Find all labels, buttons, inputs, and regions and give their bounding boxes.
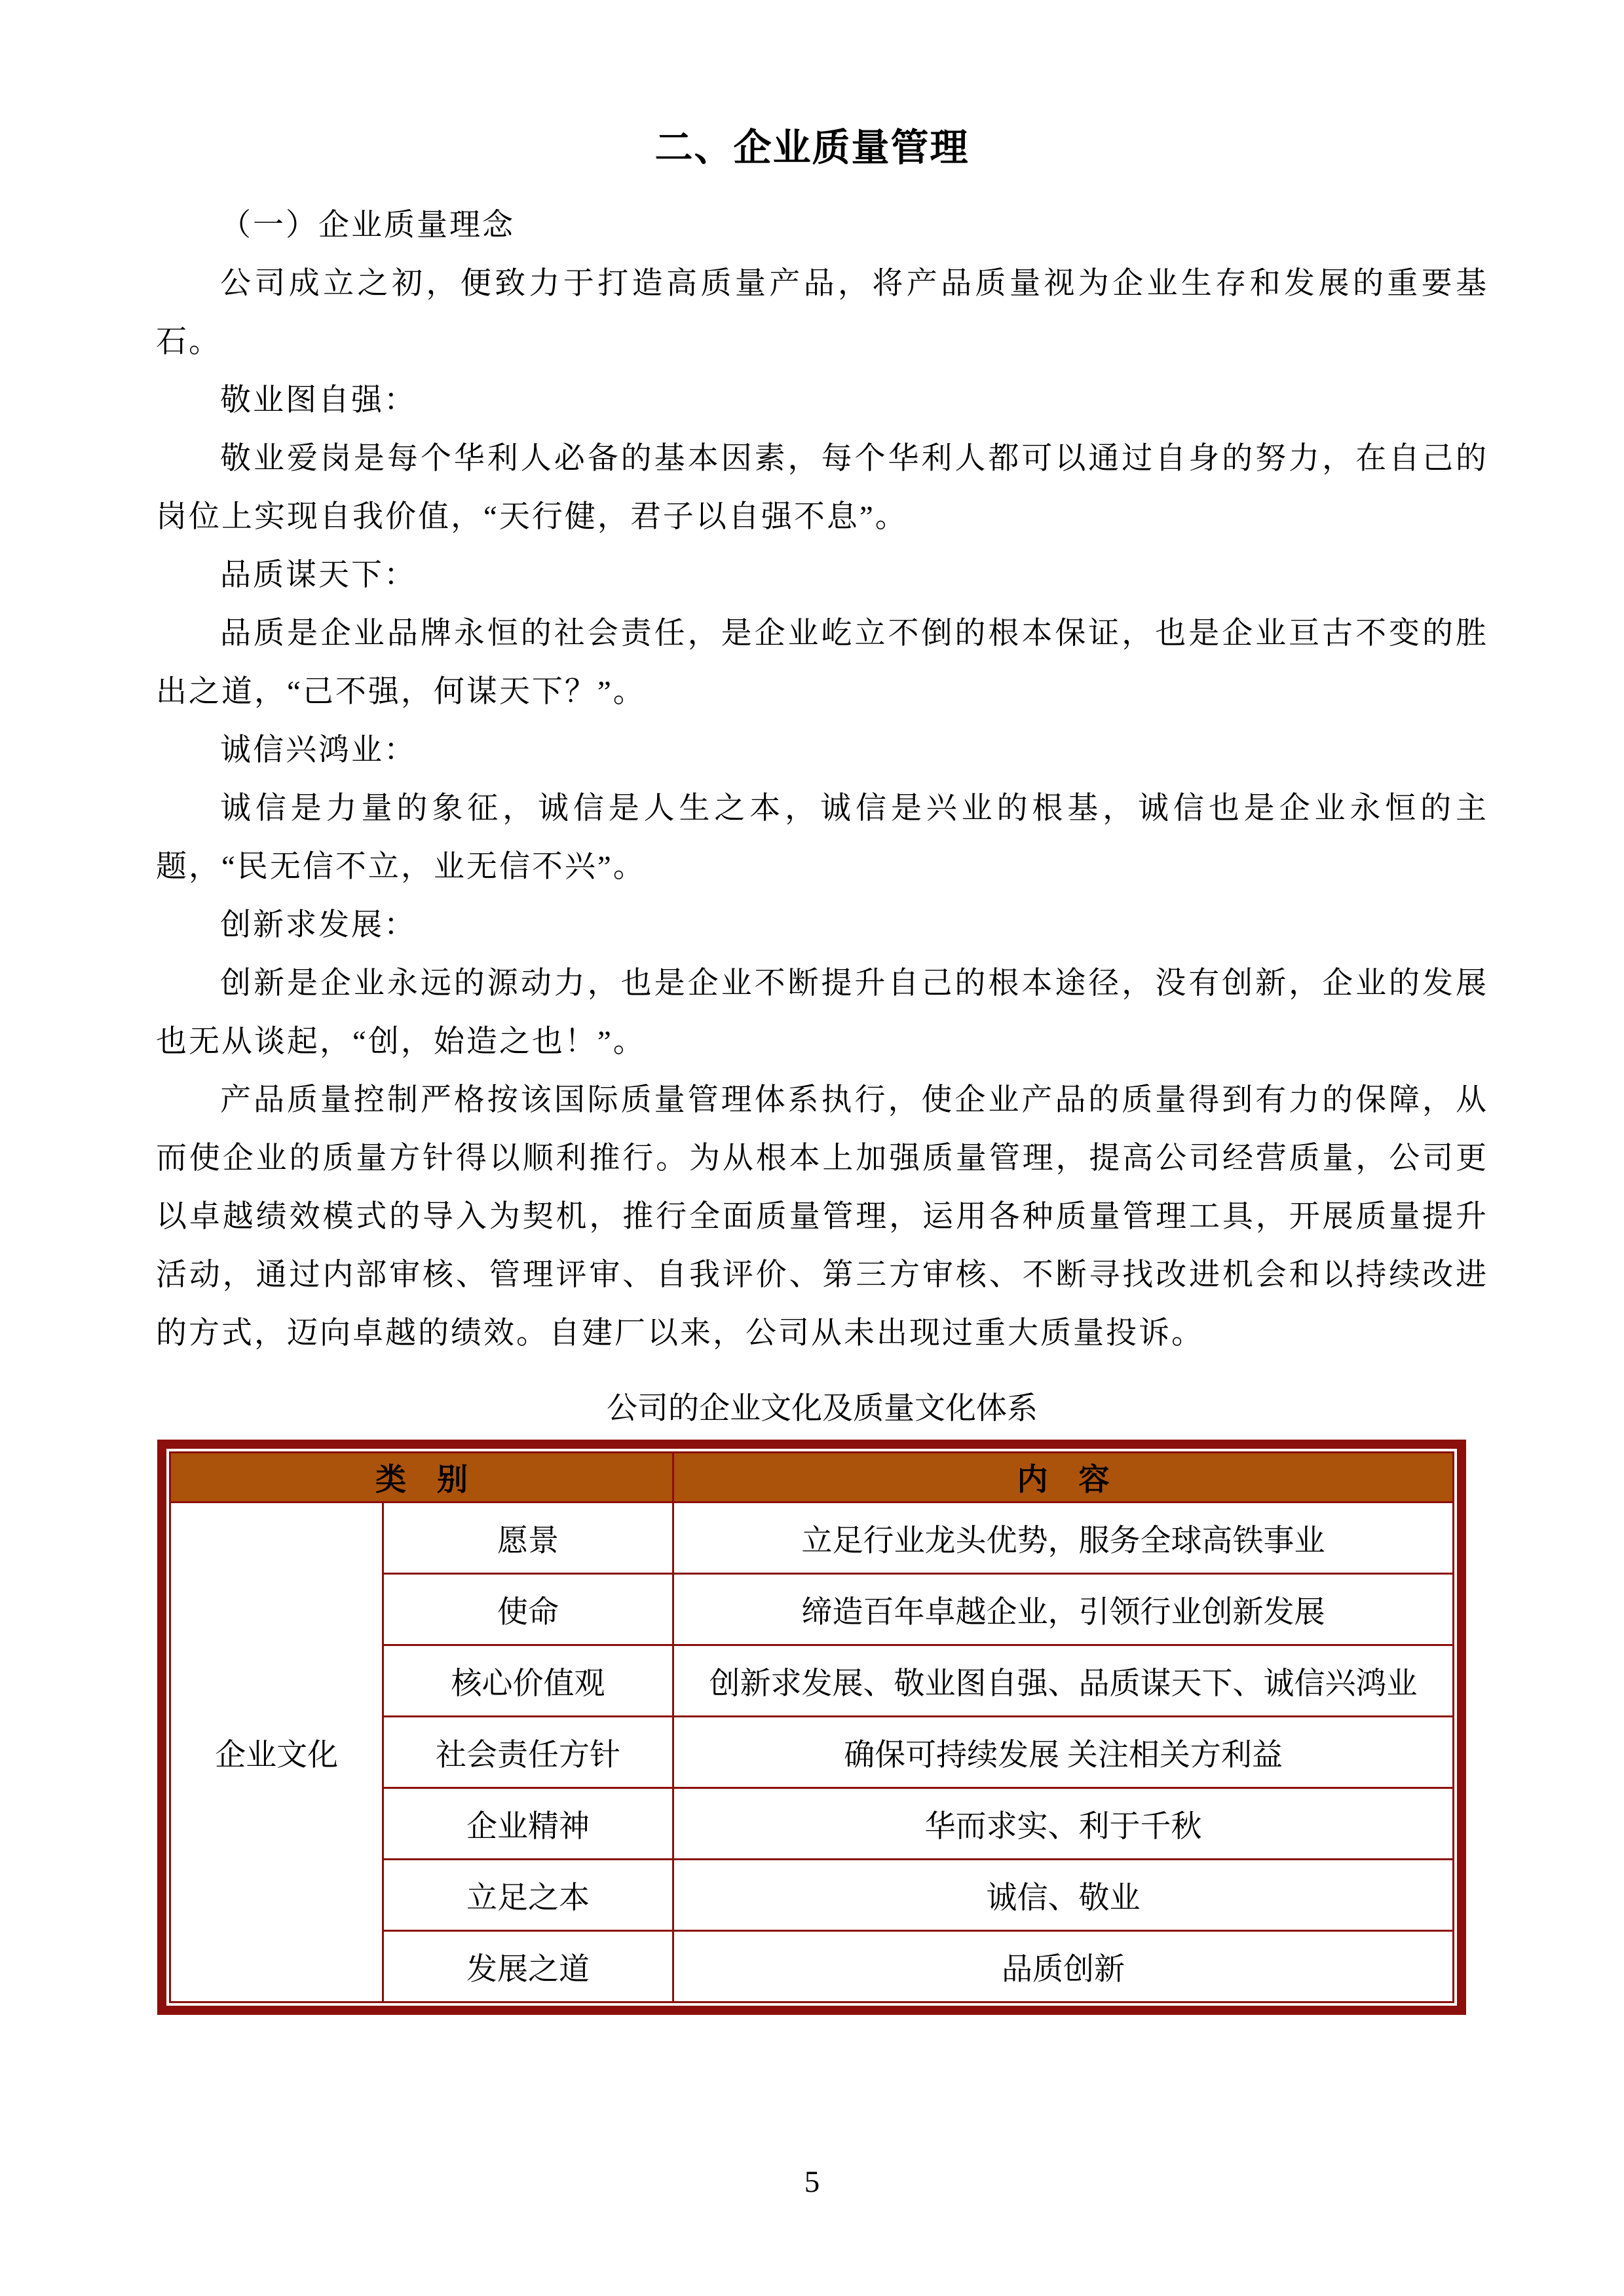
row-content-cell: 创新求发展、敬业图自强、品质谋天下、诚信兴鸿业 xyxy=(673,1645,1453,1717)
paragraph: 创新求发展： xyxy=(220,908,417,942)
table-header-row xyxy=(170,1453,1454,1502)
row-label-cell: 企业精神 xyxy=(383,1788,673,1860)
row-label-cell: 愿景 xyxy=(383,1502,673,1574)
section-heading: （一）企业质量理念 xyxy=(220,208,515,242)
group-cell-culture: 企业文化 xyxy=(170,1502,383,2002)
paragraph: 诚信兴鸿业： xyxy=(220,733,417,767)
row-content-cell: 诚信、敬业 xyxy=(673,1860,1453,1931)
culture-table-wrapper xyxy=(157,1440,1466,2015)
page-number: 5 xyxy=(804,2165,820,2199)
header-cell-content: 内 容 xyxy=(673,1453,1453,1502)
body-text xyxy=(156,197,1488,1363)
culture-table xyxy=(169,1451,1454,2003)
paragraph: 品质谋天下： xyxy=(220,558,417,592)
paragraph: 品质是企业品牌永恒的社会责任，是企业屹立不倒的根本保证，也是企业亘古不变的胜出之道，“己不强，何谋天下？”。 xyxy=(156,617,1488,709)
row-content-cell: 立足行业龙头优势，服务全球高铁事业 xyxy=(673,1502,1453,1574)
paragraph: 敬业爱岗是每个华利人必备的基本因素，每个华利人都可以通过自身的努力，在自己的岗位上实现自我价值，“天行健，君子以自强不息”。 xyxy=(156,442,1488,534)
row-label-cell: 发展之道 xyxy=(383,1931,673,2002)
row-label-cell: 社会责任方针 xyxy=(383,1717,673,1788)
table-caption: 公司的企业文化及质量文化体系 xyxy=(607,1392,1038,1426)
paragraph: 产品质量控制严格按该国际质量管理体系执行，使企业产品的质量得到有力的保障，从而使企业的质量方针得以顺利推行。为从根本上加强质量管理，提高公司经营质量，公司更以卓越绩效模式的导入为契机，推行全面质量管理，运用各种质量管理工具，开展质量提升活动，通过内部审核、管理评审、自我评价、第三方审核、不断寻找改进机会和以持续改进的方式，迈向卓越的绩效。自建厂以来，公司从未出现过重大质量投诉。 xyxy=(156,1083,1488,1350)
table-row xyxy=(170,1502,1454,1574)
paragraph: 公司成立之初，便致力于打造高质量产品，将产品质量视为企业生存和发展的重要基石。 xyxy=(156,267,1488,359)
row-content-cell: 品质创新 xyxy=(673,1931,1453,2002)
paragraph: 创新是企业永远的源动力，也是企业不断提升自己的根本途径，没有创新，企业的发展也无从谈起，“创，始造之也！”。 xyxy=(156,966,1488,1059)
row-content-cell: 缔造百年卓越企业，引领行业创新发展 xyxy=(673,1574,1453,1645)
row-label-cell: 核心价值观 xyxy=(383,1645,673,1717)
page-title: 二、企业质量管理 xyxy=(654,126,970,169)
paragraph: 敬业图自强： xyxy=(220,383,417,417)
row-label-cell: 立足之本 xyxy=(383,1860,673,1931)
paragraph: 诚信是力量的象征，诚信是人生之本，诚信是兴业的根基，诚信也是企业永恒的主题，“民无信不立，业无信不兴”。 xyxy=(156,792,1488,884)
row-content-cell: 确保可持续发展 关注相关方利益 xyxy=(673,1717,1453,1788)
culture-table-frame xyxy=(157,1440,1466,2015)
row-content-cell: 华而求实、利于千秋 xyxy=(673,1788,1453,1860)
header-cell-category: 类 别 xyxy=(170,1453,673,1502)
row-label-cell: 使命 xyxy=(383,1574,673,1645)
